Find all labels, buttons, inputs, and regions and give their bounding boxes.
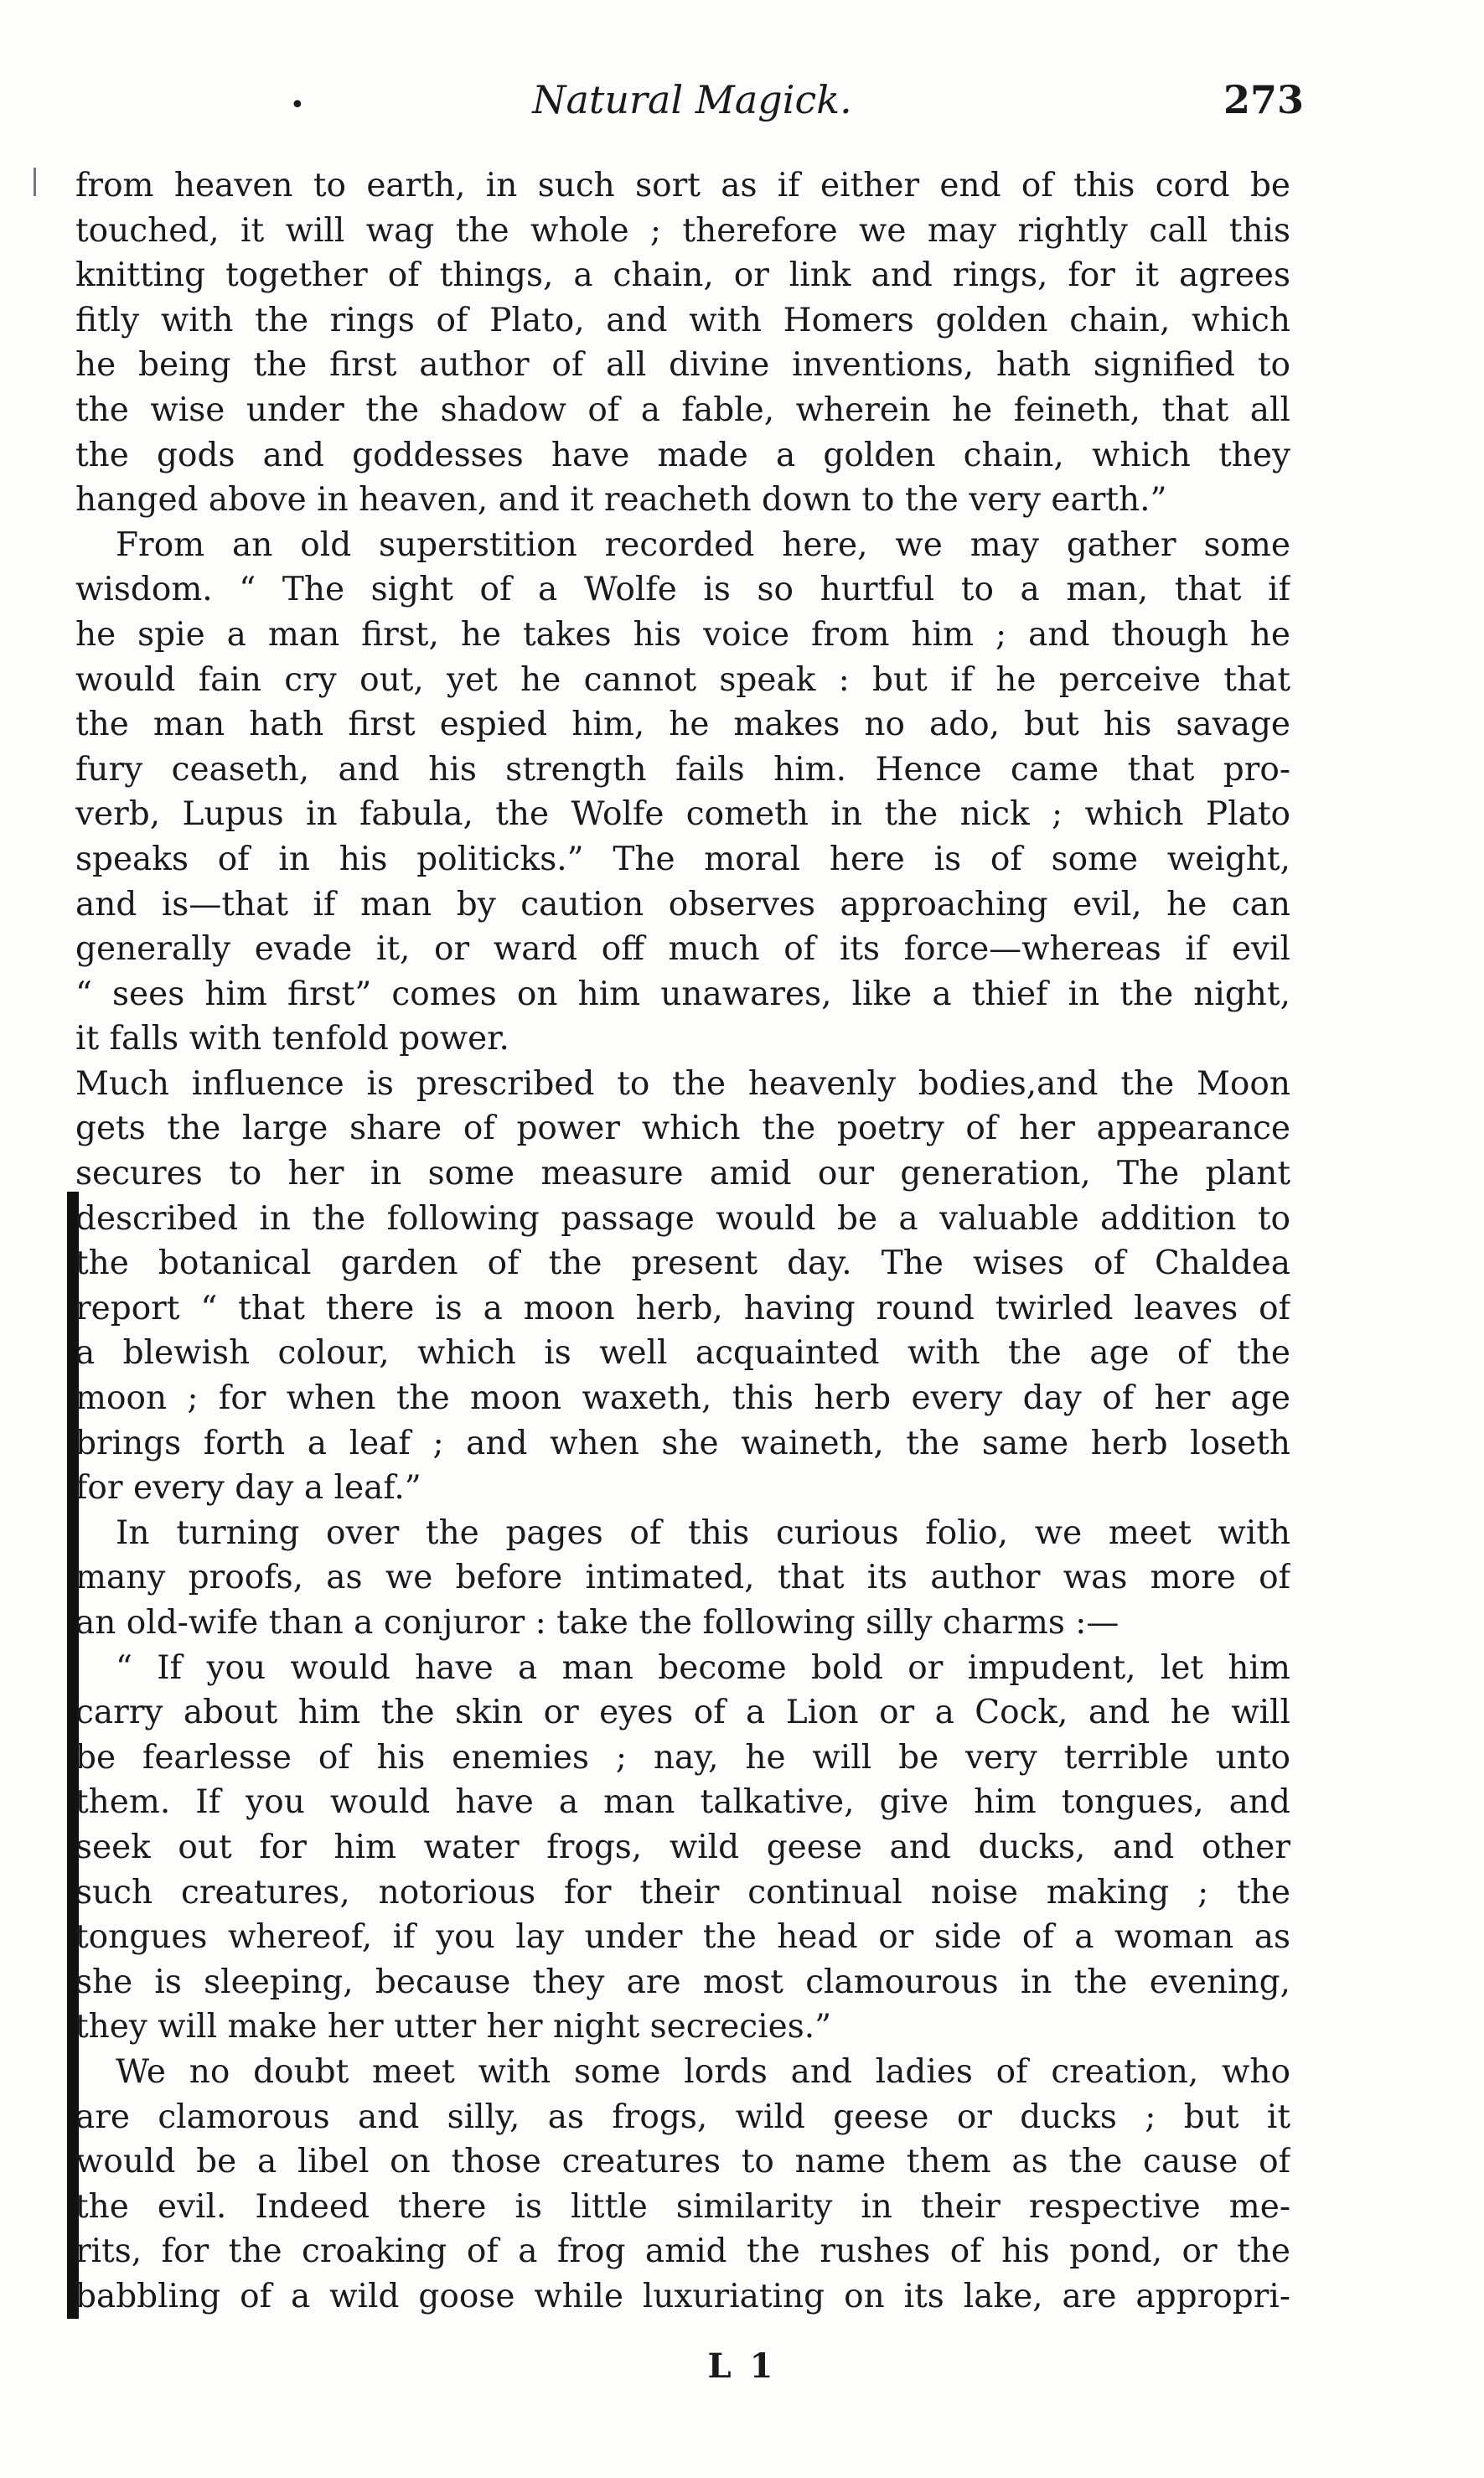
header-dot: • — [290, 91, 305, 120]
text-line: described in the following passage would be a valuable addition to — [75, 1199, 1290, 1238]
text-line: she is sleeping, because they are most clamourous in the evening, — [75, 1963, 1290, 2001]
text-line: such creatures, notorious for their continual noise making ; the — [75, 1873, 1290, 1912]
text-line: he spie a man first, he takes his voice from him ; and though he — [75, 615, 1290, 654]
text-line: be fearlesse of his enemies ; nay, he will be very terrible unto — [75, 1738, 1290, 1777]
text-line: Much influence is prescribed to the heavenly bodies,and the Moon — [75, 1064, 1290, 1103]
text-line: From an old superstition recorded here, we may gather some — [116, 525, 1290, 564]
text-line: knitting together of things, a chain, or link and rings, for it agrees — [75, 256, 1290, 295]
text-line: many proofs, as we before intimated, that its author was more of — [75, 1559, 1290, 1597]
text-line: are clamorous and silly, as frogs, wild geese or ducks ; but it — [75, 2098, 1290, 2136]
body-text — [75, 163, 1290, 2320]
text-line: We no doubt meet with some lords and ladies of creation, who — [116, 2052, 1290, 2091]
text-line: would be a libel on those creatures to name them as the cause of — [75, 2143, 1290, 2181]
text-line: brings forth a leaf ; and when she waineth, the same herb loseth — [75, 1424, 1290, 1462]
page-number: 273 — [1223, 77, 1304, 122]
text-line: for every day a leaf.” — [75, 1469, 421, 1508]
text-line: carry about him the skin or eyes of a Lion or a Cock, and he will — [75, 1694, 1290, 1732]
text-line: speaks of in his politicks.” The moral here is of some weight, — [75, 840, 1290, 878]
signature-mark: L 1 — [707, 2346, 777, 2386]
text-line: moon ; for when the moon waxeth, this herb every day of her age — [75, 1379, 1290, 1418]
text-line: and is—that if man by caution observes approaching evil, he can — [75, 885, 1290, 923]
text-line: the wise under the shadow of a fable, wherein he feineth, that all — [75, 391, 1290, 429]
text-line: it falls with tenfold power. — [75, 1020, 509, 1058]
text-line: babbling of a wild goose while luxuriating on its lake, are appropri- — [75, 2277, 1290, 2315]
running-title: Natural Magick. — [532, 77, 852, 122]
text-line: hanged above in heaven, and it reacheth down to the very earth.” — [75, 481, 1167, 520]
text-line: verb, Lupus in fabula, the Wolfe cometh in the nick ; which Plato — [75, 795, 1290, 834]
text-line: the gods and goddesses have made a golden chain, which they — [75, 436, 1290, 474]
text-line: a blewish colour, which is well acquainted with the age of the — [75, 1334, 1290, 1373]
text-line: the man hath first espied him, he makes no ado, but his savage — [75, 706, 1290, 744]
margin-mark — [34, 168, 36, 196]
text-line: rits, for the croaking of a frog amid the rushes of his pond, or the — [75, 2232, 1290, 2271]
text-line: “ sees him first” comes on him unawares, like a thief in the night, — [75, 975, 1290, 1013]
text-line: them. If you would have a man talkative, give him tongues, and — [75, 1783, 1290, 1822]
text-line: “ If you would have a man become bold or impudent, let him — [116, 1648, 1290, 1687]
text-line: secures to her in some measure amid our generation, The plant — [75, 1155, 1290, 1193]
text-line: the evil. Indeed there is little similarity in their respective me- — [75, 2187, 1290, 2226]
page-header — [80, 74, 1304, 132]
text-line: report “ that there is a moon herb, having round twirled leaves of — [75, 1289, 1290, 1327]
text-line: he being the first author of all divine inventions, hath signified to — [75, 346, 1290, 385]
text-line: In turning over the pages of this curious folio, we meet with — [116, 1513, 1290, 1552]
text-line: seek out for him water frogs, wild geese and ducks, and other — [75, 1828, 1290, 1866]
text-line: generally evade it, or ward off much of its force—whereas if evil — [75, 930, 1290, 969]
text-line: an old-wife than a conjuror : take the following silly charms :— — [75, 1604, 1119, 1642]
text-line: fitly with the rings of Plato, and with Homers golden chain, which — [75, 301, 1290, 339]
text-line: they will make her utter her night secrecies.” — [75, 2008, 832, 2046]
text-line: gets the large share of power which the poetry of her appearance — [75, 1110, 1290, 1148]
text-line: the botanical garden of the present day. The wises of Chaldea — [75, 1244, 1290, 1283]
text-line: wisdom. “ The sight of a Wolfe is so hurtful to a man, that if — [75, 571, 1290, 609]
text-line: would fain cry out, yet he cannot speak : but if he perceive that — [75, 660, 1290, 699]
text-line: touched, it will wag the whole ; therefore we may rightly call this — [75, 211, 1290, 250]
text-line: from heaven to earth, in such sort as if either end of this cord be — [75, 167, 1290, 204]
text-line: tongues whereof, if you lay under the head or side of a woman as — [75, 1918, 1290, 1957]
text-line: fury ceaseth, and his strength fails him. Hence came that pro- — [75, 750, 1290, 789]
